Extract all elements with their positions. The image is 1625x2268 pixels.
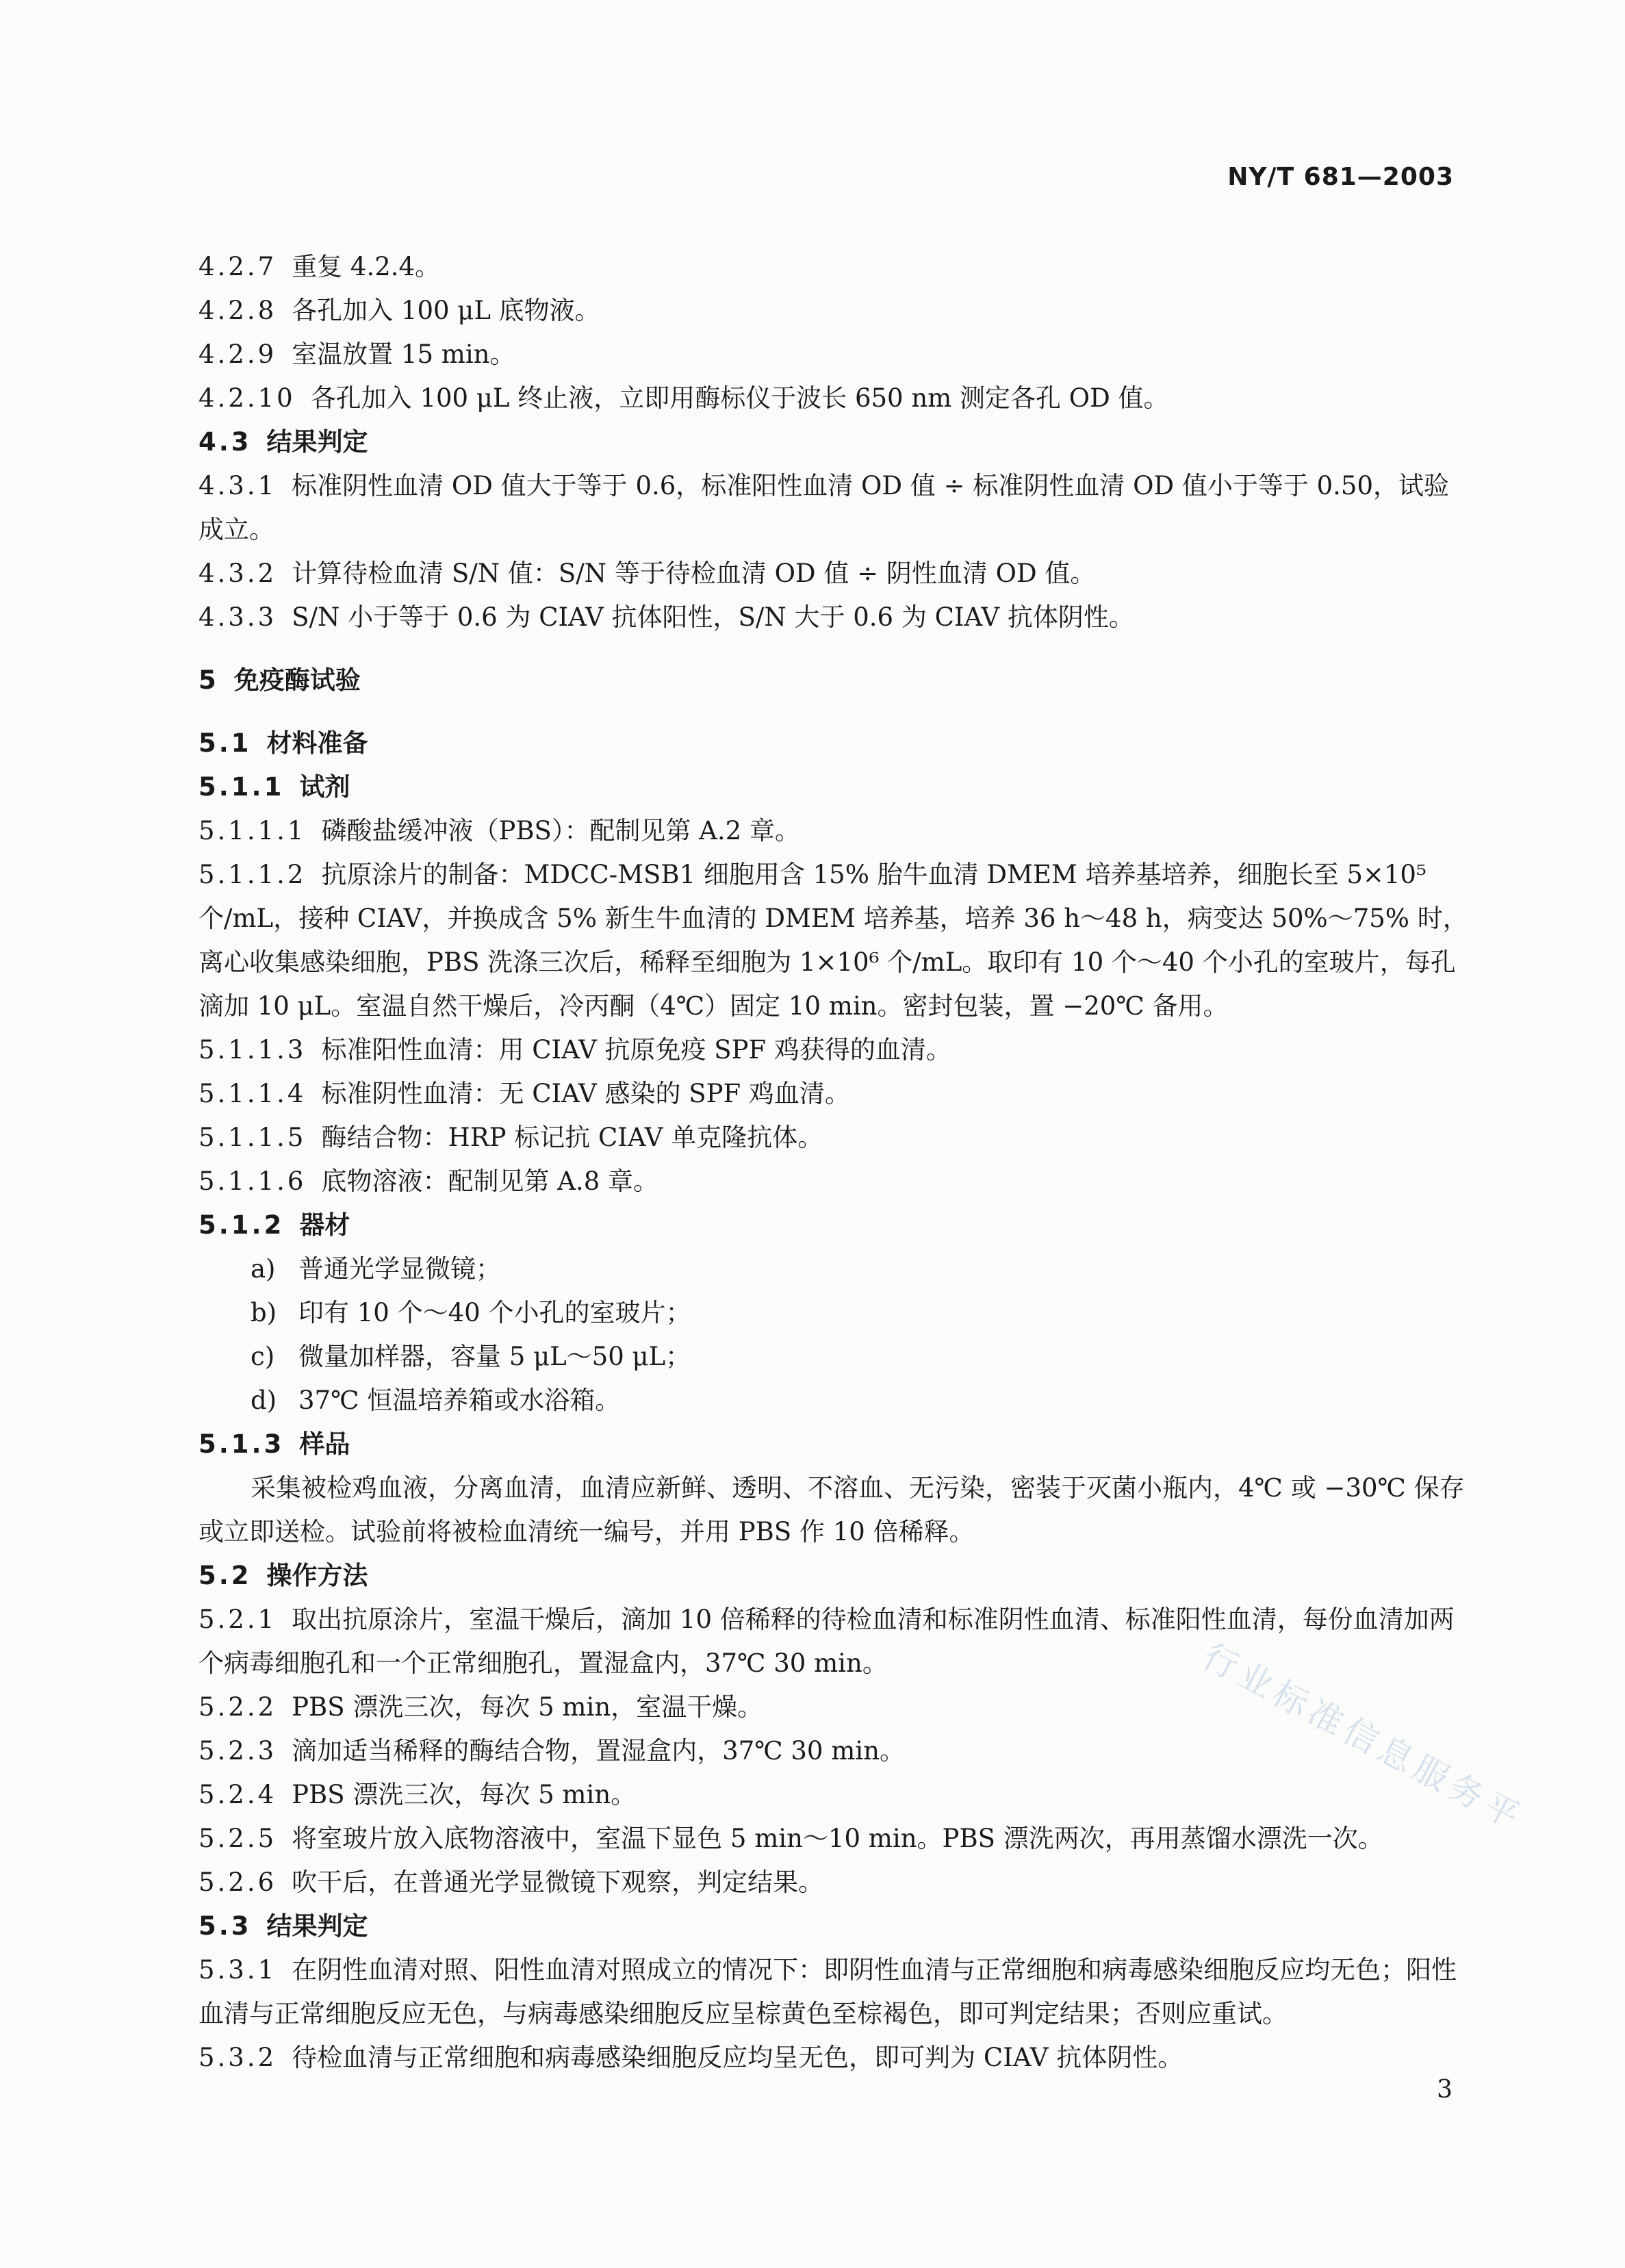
clause bbox=[199, 1729, 1472, 1773]
section-heading bbox=[199, 420, 1472, 464]
clause-number: 4.2.7 bbox=[199, 252, 277, 281]
clause-number: 5.1.3 bbox=[199, 1429, 285, 1459]
clause-number: 5.2.3 bbox=[199, 1736, 277, 1766]
clause-number: 4.3.3 bbox=[199, 602, 277, 632]
clause bbox=[199, 1773, 1472, 1817]
clause-number: 5.3.2 bbox=[199, 2043, 277, 2072]
clause-text: 结果判定 bbox=[266, 427, 368, 457]
clause-number: 5.1.1.5 bbox=[199, 1123, 307, 1152]
clause-number: 5.3 bbox=[199, 1911, 252, 1941]
clause bbox=[199, 1072, 1472, 1116]
clause-text: 抗原涂片的制备：MDCC-MSB1 细胞用含 15% 胎牛血清 DMEM 培养基培养，细胞长至 5×10⁵ 个/mL，接种 CIAV，并换成含 5% 新生牛血清的 DMEM 培养基，培养 36 h～48 h，病变达 50%～75% 时，离心收集感染细胞，PBS 洗涤三次后，稀释至细胞为 1×10⁶ 个/mL。取印有 10 个～40 个小孔的室玻片，每孔滴加 10 μL。室温自然干燥后，冷丙酮（4℃）固定 10 min。密封包装，置 −20℃ 备用。 bbox=[199, 860, 1468, 1021]
list-marker: c) bbox=[251, 1342, 275, 1371]
clause-text: PBS 漂洗三次，每次 5 min，室温干燥。 bbox=[292, 1692, 763, 1722]
clause-text: 免疫酶试验 bbox=[233, 665, 361, 695]
clause bbox=[199, 1028, 1472, 1072]
clause bbox=[199, 853, 1472, 1028]
section-heading bbox=[199, 1423, 1472, 1466]
clause bbox=[199, 552, 1472, 596]
document-body bbox=[199, 245, 1472, 2080]
clause-text: 标准阴性血清 OD 值大于等于 0.6，标准阳性血清 OD 值 ÷ 标准阴性血清 OD 值小于等于 0.50，试验成立。 bbox=[199, 471, 1449, 544]
clause-text: 取出抗原涂片，室温干燥后，滴加 10 倍稀释的待检血清和标准阴性血清、标准阳性血清，每份血清加两个病毒细胞孔和一个正常细胞孔，置湿盒内，37℃ 30 min。 bbox=[199, 1605, 1455, 1678]
clause-text: 试剂 bbox=[299, 772, 350, 802]
clause-number: 4.2.10 bbox=[199, 383, 296, 413]
clause-text: 37℃ 恒温培养箱或水浴箱。 bbox=[298, 1386, 621, 1415]
clause bbox=[199, 1948, 1472, 2036]
page-number: 3 bbox=[1437, 2076, 1453, 2104]
section-heading bbox=[199, 1904, 1472, 1948]
clause bbox=[199, 596, 1472, 639]
clause bbox=[199, 1861, 1472, 1904]
section-heading bbox=[199, 659, 1472, 702]
clause-text: 在阴性血清对照、阳性血清对照成立的情况下：即阴性血清与正常细胞和病毒感染细胞反应均无色；阳性血清与正常细胞反应无色，与病毒感染细胞反应呈棕黄色至棕褐色，即可判定结果；否则应重试。 bbox=[199, 1955, 1457, 2028]
clause-text: 各孔加入 100 μL 终止液，立即用酶标仪于波长 650 nm 测定各孔 OD 值。 bbox=[310, 383, 1169, 413]
clause-text: 待检血清与正常细胞和病毒感染细胞反应均呈无色，即可判为 CIAV 抗体阴性。 bbox=[292, 2043, 1183, 2072]
clause-number: 5.1 bbox=[199, 728, 252, 758]
clause bbox=[199, 1116, 1472, 1160]
clause-number: 4.2.9 bbox=[199, 340, 277, 369]
clause-text: 样品 bbox=[299, 1429, 350, 1459]
clause-text: 材料准备 bbox=[266, 728, 368, 758]
clause-number: 5.2.5 bbox=[199, 1824, 277, 1853]
clause-number: 5.2 bbox=[199, 1561, 252, 1590]
list-marker: b) bbox=[251, 1298, 277, 1327]
clause-text: 计算待检血清 S/N 值：S/N 等于待检血清 OD 值 ÷ 阴性血清 OD 值。 bbox=[292, 559, 1096, 588]
clause-number: 4.3.2 bbox=[199, 559, 277, 588]
clause-text: 微量加样器，容量 5 μL～50 μL； bbox=[298, 1342, 691, 1371]
clause bbox=[199, 333, 1472, 377]
clause-number: 5.1.2 bbox=[199, 1210, 285, 1240]
clause-number: 4.3 bbox=[199, 427, 252, 457]
clause-number: 5.2.6 bbox=[199, 1868, 277, 1897]
clause bbox=[199, 245, 1472, 289]
clause-number: 5.1.1.1 bbox=[199, 816, 307, 845]
section-heading bbox=[199, 722, 1472, 765]
clause-text: 采集被检鸡血液，分离血清，血清应新鲜、透明、不溶血、无污染，密装于灭菌小瓶内，4℃ 或 −30℃ 保存或立即送检。试验前将被检血清统一编号，并用 PBS 作 10 倍稀释。 bbox=[199, 1473, 1465, 1546]
clause-text: 室温放置 15 min。 bbox=[292, 340, 515, 369]
list-marker: d) bbox=[251, 1386, 277, 1415]
clause-text: 标准阳性血清：用 CIAV 抗原免疫 SPF 鸡获得的血清。 bbox=[321, 1035, 951, 1065]
standard-code: NY/T 681—2003 bbox=[1227, 163, 1454, 191]
list-item bbox=[199, 1335, 1472, 1379]
clause-text: 操作方法 bbox=[266, 1561, 368, 1590]
section-heading bbox=[199, 1554, 1472, 1598]
clause-text: 将室玻片放入底物溶液中，室温下显色 5 min～10 min。PBS 漂洗两次，再用蒸馏水漂洗一次。 bbox=[292, 1824, 1383, 1853]
clause-number: 5.1.1.2 bbox=[199, 860, 307, 889]
clause-text: 吹干后，在普通光学显微镜下观察，判定结果。 bbox=[292, 1868, 824, 1897]
clause bbox=[199, 2036, 1472, 2080]
clause-number: 5.1.1.3 bbox=[199, 1035, 307, 1065]
clause-number: 5 bbox=[199, 665, 219, 695]
clause-number: 5.3.1 bbox=[199, 1955, 277, 1985]
clause-text: S/N 小于等于 0.6 为 CIAV 抗体阳性，S/N 大于 0.6 为 CIAV 抗体阴性。 bbox=[292, 602, 1134, 632]
section-gap bbox=[199, 702, 1472, 722]
clause-number: 5.1.1 bbox=[199, 772, 285, 802]
clause-text: 结果判定 bbox=[266, 1911, 368, 1941]
clause-text: 滴加适当稀释的酶结合物，置湿盒内，37℃ 30 min。 bbox=[292, 1736, 905, 1766]
clause-text: 印有 10 个～40 个小孔的室玻片； bbox=[298, 1298, 691, 1327]
clause-text: 普通光学显微镜； bbox=[298, 1254, 501, 1284]
clause-number: 5.2.1 bbox=[199, 1605, 277, 1634]
list-item bbox=[199, 1291, 1472, 1335]
clause-text: 各孔加入 100 μL 底物液。 bbox=[292, 296, 600, 325]
clause-number: 5.1.1.4 bbox=[199, 1079, 307, 1108]
clause-text: 酶结合物：HRP 标记抗 CIAV 单克隆抗体。 bbox=[321, 1123, 823, 1152]
clause bbox=[199, 1160, 1472, 1203]
clause bbox=[199, 809, 1472, 853]
section-gap bbox=[199, 639, 1472, 659]
clause-text: 重复 4.2.4。 bbox=[292, 252, 441, 281]
paragraph bbox=[199, 1466, 1472, 1554]
clause-text: 标准阴性血清：无 CIAV 感染的 SPF 鸡血清。 bbox=[321, 1079, 850, 1108]
clause-text: PBS 漂洗三次，每次 5 min。 bbox=[292, 1780, 637, 1809]
clause-text: 器材 bbox=[299, 1210, 350, 1240]
clause-number: 4.3.1 bbox=[199, 471, 277, 500]
clause-text: 底物溶液：配制见第 A.8 章。 bbox=[321, 1167, 658, 1196]
clause-number: 5.2.2 bbox=[199, 1692, 277, 1722]
section-heading bbox=[199, 765, 1472, 809]
watermark-text: 行业标准信息服务平 bbox=[1196, 1635, 1531, 1839]
clause-number: 5.2.4 bbox=[199, 1780, 277, 1809]
clause bbox=[199, 289, 1472, 333]
clause bbox=[199, 1817, 1472, 1861]
clause-text: 磷酸盐缓冲液（PBS）：配制见第 A.2 章。 bbox=[321, 816, 800, 845]
list-marker: a) bbox=[251, 1254, 276, 1284]
list-item bbox=[199, 1247, 1472, 1291]
clause-number: 5.1.1.6 bbox=[199, 1167, 307, 1196]
clause-number: 4.2.8 bbox=[199, 296, 277, 325]
list-item bbox=[199, 1379, 1472, 1423]
clause bbox=[199, 464, 1472, 552]
section-heading bbox=[199, 1203, 1472, 1247]
clause bbox=[199, 377, 1472, 420]
